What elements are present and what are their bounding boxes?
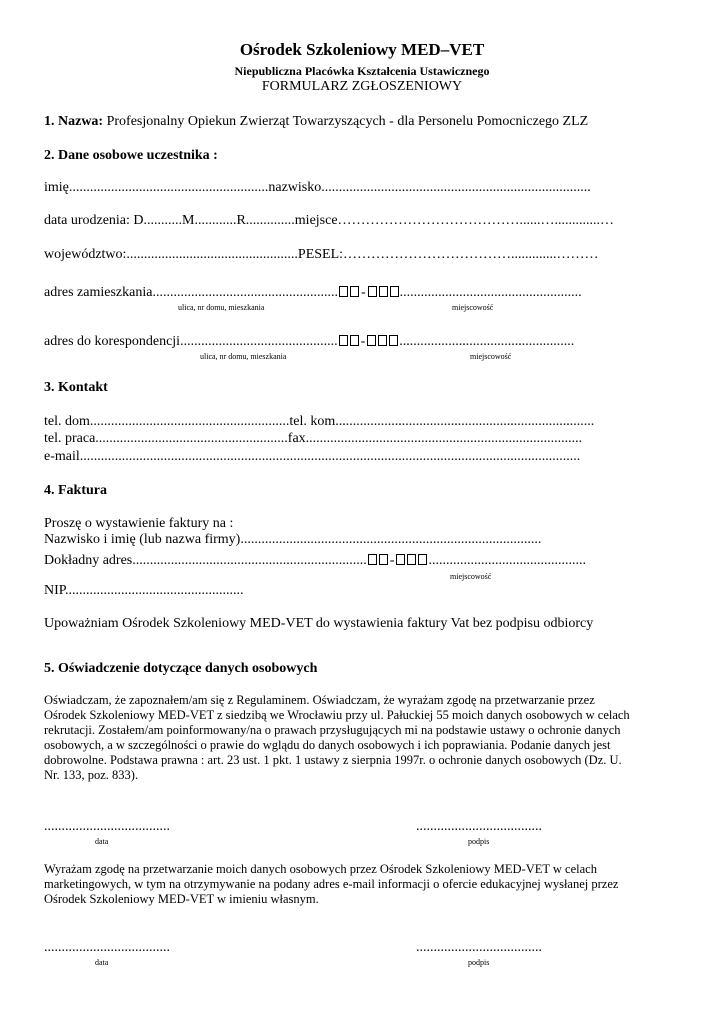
phone-work-fax-field[interactable]: tel. praca.......................................................fax............................................................................... bbox=[44, 431, 583, 446]
postcode-boxes[interactable] bbox=[338, 285, 400, 300]
correspondence-address-field[interactable] bbox=[44, 334, 574, 350]
consent-line: osobowych, a w szczególności o prawie do wglądu do danych osobowych i ich poprawiania. Podanie danych jest bbox=[44, 738, 611, 752]
invoice-address-label: Dokładny adres................................................................... bbox=[44, 553, 367, 568]
invoice-address-field[interactable] bbox=[44, 553, 586, 569]
consent-line: Ośrodek Szkoleniowy MED-VET z siedzibą we Wrocławiu przy ul. Pałuckiej 55 moich danych osobowych w celach bbox=[44, 708, 630, 722]
postcode-box[interactable] bbox=[339, 286, 348, 297]
home-address-field[interactable] bbox=[44, 285, 582, 301]
postcode-box[interactable] bbox=[379, 554, 388, 565]
postcode-box[interactable] bbox=[379, 286, 388, 297]
postcode-box[interactable] bbox=[367, 335, 376, 346]
signature-field-2[interactable]: .................................... bbox=[416, 940, 542, 955]
home-address-street-hint: ulica, nr domu, mieszkania bbox=[178, 303, 265, 312]
home-address-city-hint: miejscowość bbox=[452, 303, 494, 312]
name-surname-field[interactable]: imię.........................................................nazwisko............................................................................. bbox=[44, 180, 591, 195]
consent-line: Wyrażam zgodę na przetwarzanie moich danych osobowych przez Ośrodek Szkoleniowy MED-VET w celach bbox=[44, 862, 597, 876]
section-heading-personal: 2. Dane osobowe uczestnika : bbox=[44, 148, 218, 163]
postcode-box[interactable] bbox=[350, 286, 359, 297]
postcode-box[interactable] bbox=[407, 554, 416, 565]
home-address-label: adres zamieszkania..................................................... bbox=[44, 285, 338, 300]
correspondence-city-dots: .................................................. bbox=[399, 334, 575, 349]
invoice-authorization-text: Upoważniam Ośrodek Szkoleniowy MED-VET do wystawienia faktury Vat bez podpisu odbiorcy bbox=[44, 616, 594, 631]
consent-line: Ośrodek Szkoleniowy MED-VET w imieniu własnym. bbox=[44, 892, 319, 906]
postcode-dash: - bbox=[389, 553, 395, 568]
signature-label-1: podpis bbox=[468, 837, 490, 846]
invoice-request-text: Proszę o wystawienie faktury na : bbox=[44, 516, 234, 531]
postcode-box[interactable] bbox=[339, 335, 348, 346]
postcode-boxes[interactable] bbox=[338, 334, 400, 349]
postcode-dash: - bbox=[360, 285, 366, 300]
consent-line: Oświadczam, że zapoznałem/am się z Regulaminem. Oświadczam, że wyrażam zgodę na przetwarzanie przez bbox=[44, 693, 595, 707]
consent-paragraph-1 bbox=[44, 693, 630, 783]
home-city-dots: .................................................... bbox=[399, 285, 582, 300]
consent-line: dobrowolne. Podstawa prawna : art. 23 ust. 1 pkt. 1 ustawy z sierpnia 1997r. o ochronie danych osobowych (Dz. U. bbox=[44, 753, 622, 767]
date-label-1: data bbox=[95, 837, 109, 846]
section-heading-contact: 3. Kontakt bbox=[44, 380, 108, 395]
date-label-2: data bbox=[95, 958, 109, 967]
postcode-box[interactable] bbox=[396, 554, 405, 565]
correspondence-street-hint: ulica, nr domu, mieszkania bbox=[200, 352, 287, 361]
postcode-box[interactable] bbox=[368, 554, 377, 565]
postcode-box[interactable] bbox=[378, 335, 387, 346]
postcode-box[interactable] bbox=[390, 286, 399, 297]
invoice-city-dots: ............................................. bbox=[428, 553, 586, 568]
postcode-dash: - bbox=[360, 334, 366, 349]
invoice-name-field[interactable]: Nazwisko i imię (lub nazwa firmy)...................................................................................... bbox=[44, 532, 542, 547]
postcode-boxes[interactable] bbox=[367, 553, 429, 568]
form-title: FORMULARZ ZGŁOSZENIOWY bbox=[261, 79, 463, 94]
date-field-1[interactable]: .................................... bbox=[44, 819, 170, 834]
course-name-label: 1. Nazwa: bbox=[44, 114, 104, 129]
postcode-box[interactable] bbox=[368, 286, 377, 297]
email-field[interactable]: e-mail............................................................................................................................................... bbox=[44, 449, 581, 464]
nip-field[interactable]: NIP................................................... bbox=[44, 583, 244, 598]
signature-field-1[interactable]: .................................... bbox=[416, 819, 542, 834]
correspondence-address-label: adres do korespondencji............................................. bbox=[44, 334, 338, 349]
postcode-box[interactable] bbox=[350, 335, 359, 346]
birth-date-place-field[interactable]: data urodzenia: D...........M............R..............miejsce…………………………………......….............… bbox=[44, 213, 615, 228]
signature-label-2: podpis bbox=[468, 958, 490, 967]
phone-home-mobile-field[interactable]: tel. dom.........................................................tel. kom.......................................................................... bbox=[44, 414, 595, 429]
consent-paragraph-2 bbox=[44, 862, 618, 907]
section-heading-invoice: 4. Faktura bbox=[44, 483, 107, 498]
postcode-box[interactable] bbox=[389, 335, 398, 346]
date-field-2[interactable]: .................................... bbox=[44, 940, 170, 955]
course-name-row bbox=[44, 114, 588, 130]
consent-line: Nr. 133, poz. 833). bbox=[44, 768, 139, 782]
document-title: Ośrodek Szkoleniowy MED–VET bbox=[239, 40, 485, 59]
postcode-box[interactable] bbox=[418, 554, 427, 565]
consent-line: rekrutacji. Zostałem/am poinformowany/na o prawach przysługujących mi na podstawie ustawy o ochronie danych bbox=[44, 723, 621, 737]
course-name-value: Profesjonalny Opiekun Zwierząt Towarzyszących - dla Personelu Pomocniczego ZLZ bbox=[106, 114, 589, 129]
voivodeship-pesel-field[interactable]: województwo:.................................................PESEL:……………………………….............……… bbox=[44, 247, 599, 262]
document-subtitle: Niepubliczna Placówka Kształcenia Ustawicznego bbox=[234, 64, 490, 78]
correspondence-city-hint: miejscowość bbox=[470, 352, 512, 361]
invoice-city-hint: miejscowość bbox=[450, 572, 492, 581]
section-heading-data-consent: 5. Oświadczenie dotyczące danych osobowych bbox=[44, 661, 318, 676]
consent-line: marketingowych, w tym na otrzymywanie na podany adres e-mail informacji o ofercie edukacyjnej wysłanej przez bbox=[44, 877, 619, 891]
